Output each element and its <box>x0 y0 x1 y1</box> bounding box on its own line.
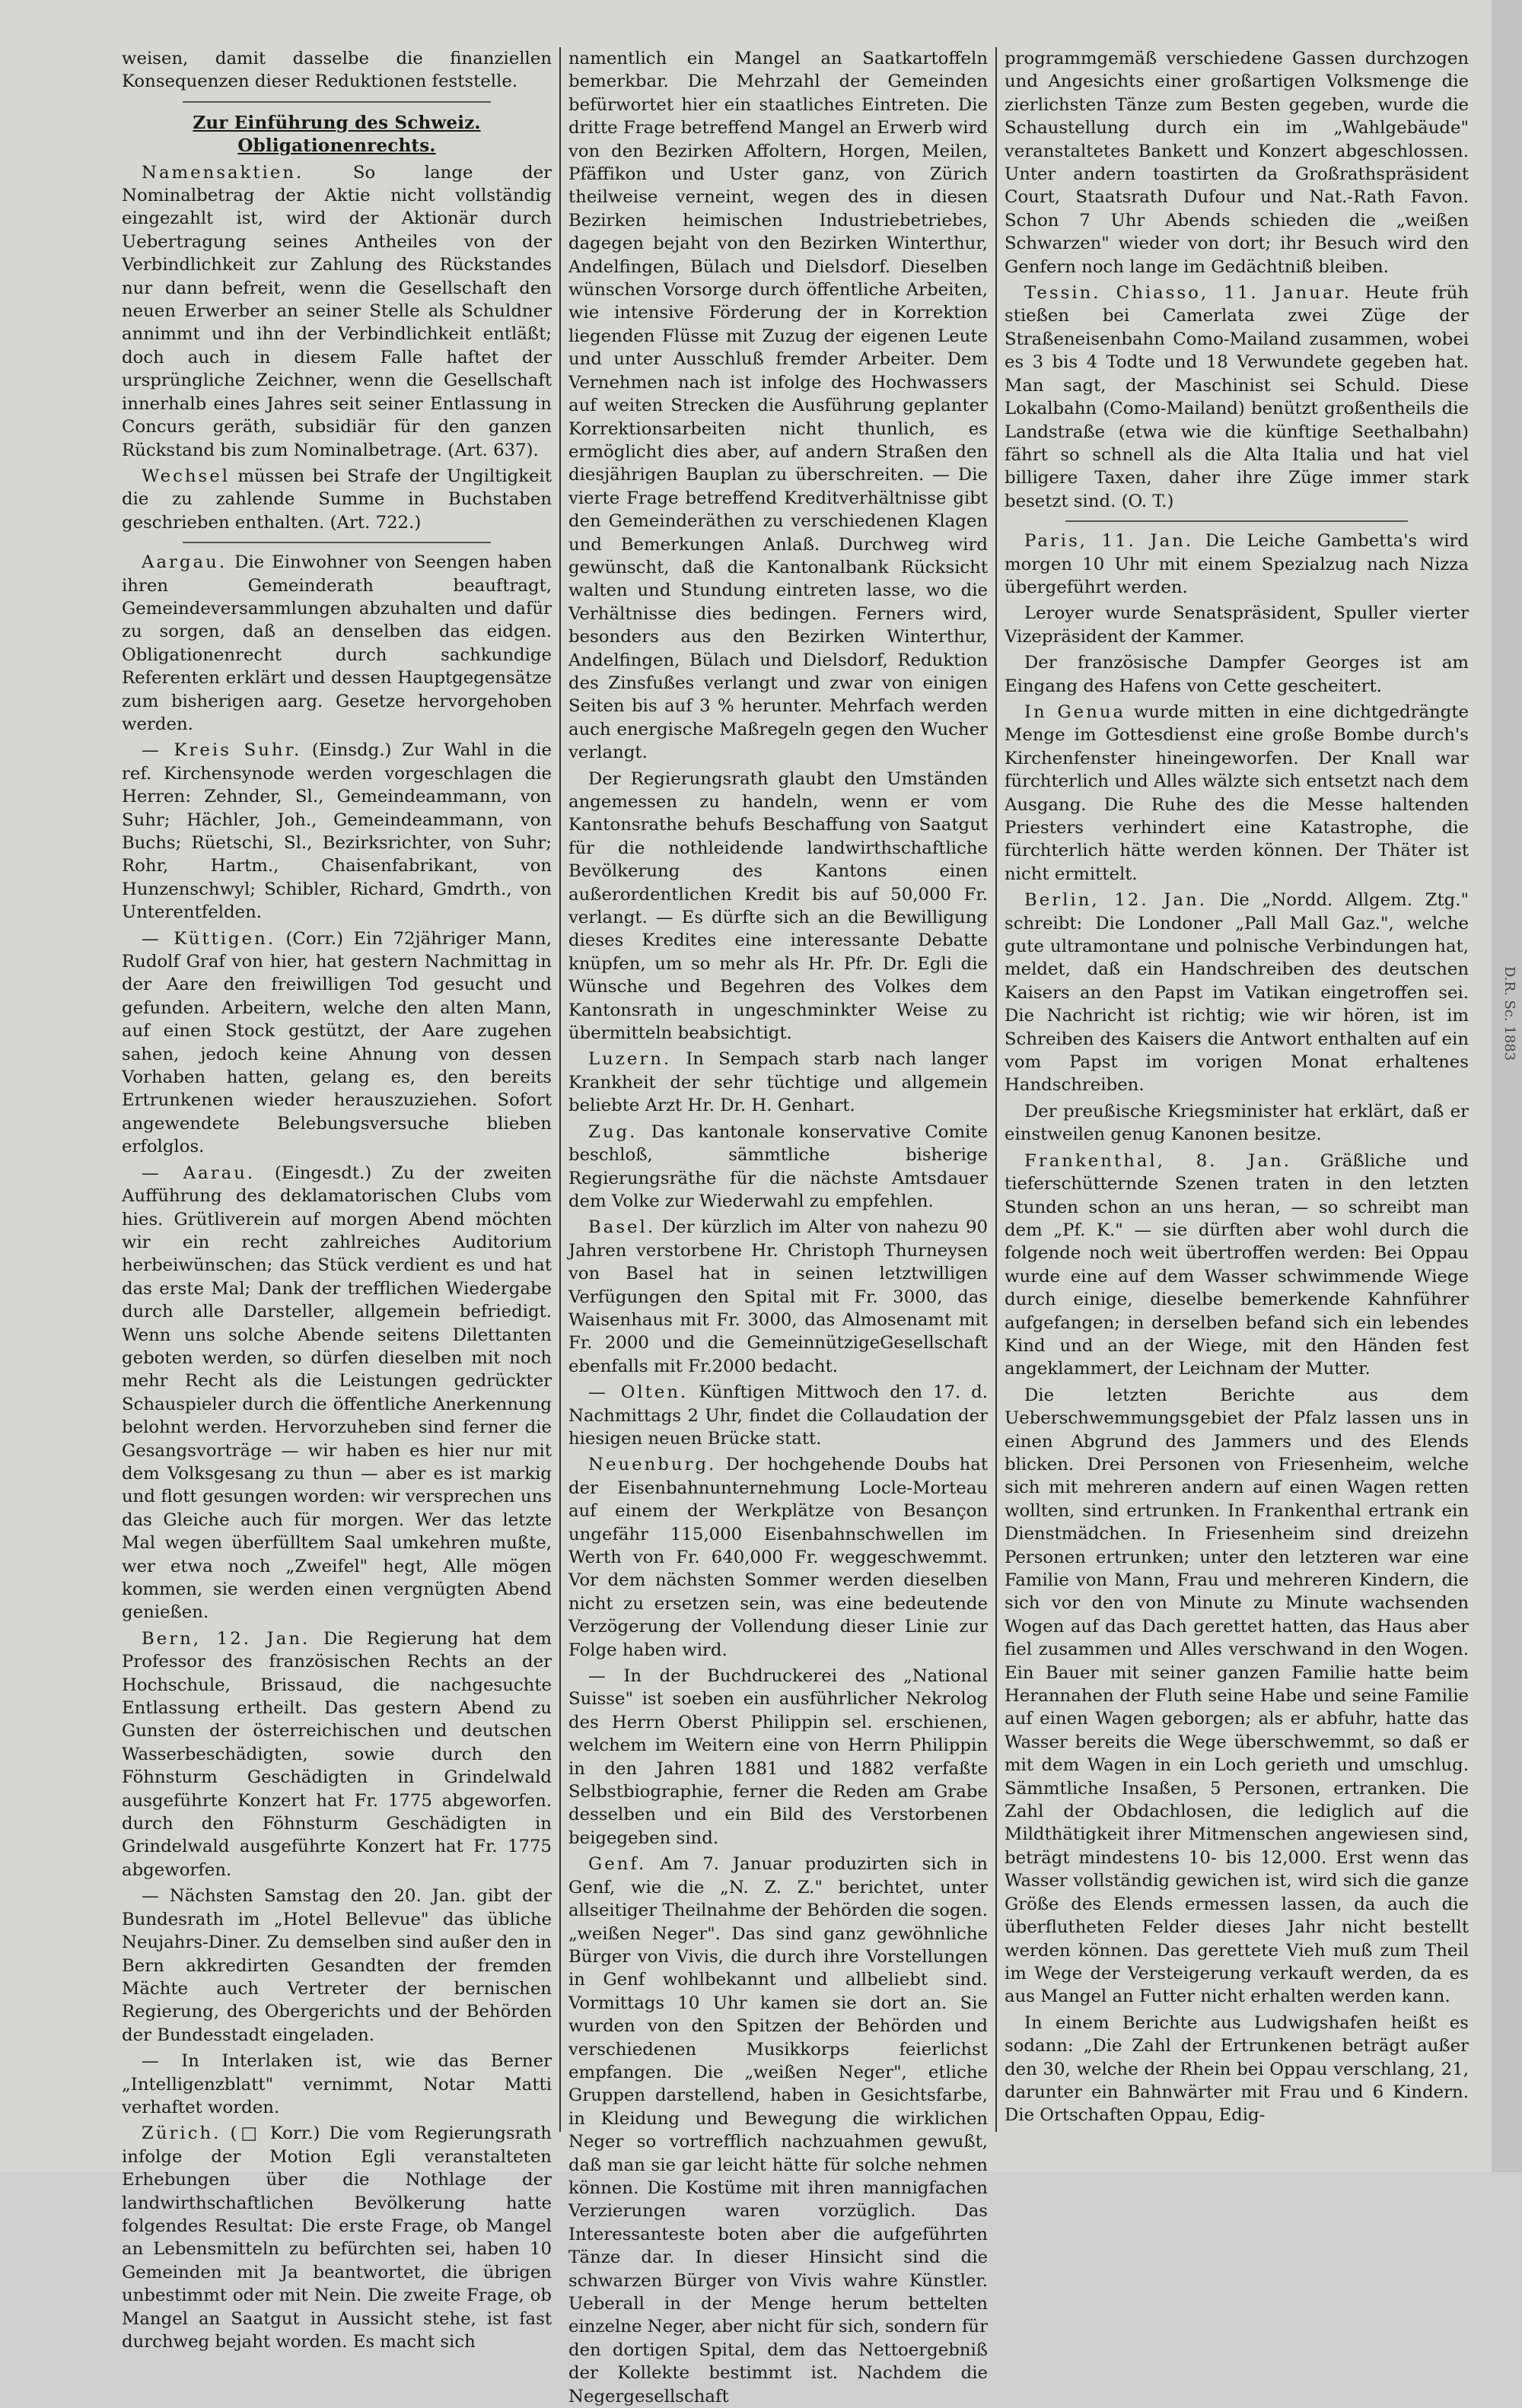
article-paragraph: programmgemäß verschiedene Gassen durchzogen und Angesichts einer großartigen Volksmenge die zierlichsten Tänze zum Besten gegeben, wurde die Schaustellung durch ein im „Wahlgebäude" veranstaltetes Bankett und Konzert abgeschlossen. Unter andern toastirten da Großrathspräsident Court, Staatsrath Dufour und Nat.-Rath Favon. Schon 7 Uhr Abends schieden die „weißen Schwarzen" wieder von dort; ihr Besuch wird den Genfern noch lange im Gedächtniß bleiben. <box>1005 49 1469 277</box>
article-paragraph <box>122 927 552 1159</box>
lead-word: Frankenthal, 8. Jan. <box>1024 1150 1291 1171</box>
article-text: Die „Nordd. Allgem. Ztg." schreibt: Die Londoner „Pall Mall Gaz.", welche gute ultramontane und polnische Verbindungen hat, meldet, daß ein Handschreiben des deutschen Kaisers an den Papst im Vatikan eingetroffen sei. Die Nachricht ist richtig; wie wir hören, ist im Schreiben des Kaisers die Antwort enthalten auf ein vom Papst im vorigen Monat erhaltenes Handschreiben. <box>1005 890 1469 1096</box>
article-paragraph: Der Regierungsrath glaubt den Umständen angemessen zu handeln, wenn er vom Kantonsrathe behufs Beschaffung von Saatgut für die nothleidende landwirthschaftliche Bevölkerung des Kantons einen außerordentlichen Kredit bis auf 50,000 Fr. verlangt. — Es dürfte sich an die Bewilligung dieses Kredites eine interessante Debatte knüpfen, um so mehr als Hr. Pfr. Dr. Egli die Wünsche und Begehren des Volkes dem Kantonsrath in ungeschminkter Weise zu übermitteln beabsichtigt. <box>568 768 988 1044</box>
article-paragraph: Der preußische Kriegsminister hat erklärt, daß er einstweilen genug Kanonen besitze. <box>1005 1101 1469 1145</box>
divider <box>183 101 491 103</box>
lead-word: Paris, 11. Jan. <box>1024 531 1194 552</box>
article-text: (Corr.) Ein 72jähriger Mann, Rudolf Graf von hier, hat gestern Nachmittag in der Aare den freiwilligen Tod gesucht und gefunden. Arbeitern, welche den alten Mann, auf einen Stock gestützt, der Aare zugehen sahen, jedoch keine Ahnung von dessen Vorhaben hatten, gelang es, den bereits Ertrunkenen wieder herauszuziehen. Sofort angewendete Belebungsversuche blieben erfolglos. <box>122 928 552 1157</box>
article-paragraph: — In Interlaken ist, wie das Berner „Intelligenzblatt" vernimmt, Notar Matti verhaftet worden. <box>122 2051 552 2117</box>
column-1 <box>114 47 559 2352</box>
lead-word: Zürich. <box>142 2123 221 2144</box>
lead-word: Aargau. <box>142 552 228 573</box>
divider <box>1065 520 1408 522</box>
article-paragraph <box>122 1162 552 1624</box>
article-paragraph <box>568 1121 988 1214</box>
article-text: Die Einwohner von Seengen haben ihren Gemeinderath beauftragt, Gemeindeversammlungen abzuhalten und dafür zu sorgen, daß an denselben das eidgen. Obligationenrecht durch sachkundige Referenten erklärt und dessen Hauptgegensätze zum bisherigen aarg. Gesetze hervorgehoben werden. <box>122 552 552 734</box>
lead-word: — Kreis Suhr. <box>142 740 302 761</box>
lead-word: Berlin, 12. Jan. <box>1024 890 1207 911</box>
lead-word: Wechsel <box>142 466 230 486</box>
article-text: weisen, damit dasselbe die finanziellen Konsequenzen dieser Reduktionen feststelle. <box>122 49 552 92</box>
article-paragraph <box>122 739 552 924</box>
lead-word: Namensaktien. <box>142 162 304 183</box>
article-paragraph <box>122 1627 552 1882</box>
article-paragraph: In einem Berichte aus Ludwigshafen heißt es sodann: „Die Zahl der Ertrunkenen beträgt außer den 30, welche der Rhein bei Oppau verschlang, 21, darunter ein Bahnwärter mit Frau und 6 Kindern. Die Ortschaften Oppau, Edig- <box>1005 2012 1469 2126</box>
lead-word: — Olten. <box>588 1382 689 1403</box>
article-paragraph <box>1005 701 1469 886</box>
article-paragraph <box>1005 1150 1469 1381</box>
page-edge-strip <box>1492 0 1522 2172</box>
article-paragraph: Der französische Dampfer Georges ist am Eingang des Hafens von Cette gescheitert. <box>1005 653 1469 696</box>
article-paragraph <box>122 465 552 534</box>
article-text: (Einsdg.) Zur Wahl in die ref. Kirchensynode werden vorgeschlagen die Herren: Zehnder, Sl., Gemeindeammann, von Suhr; Hächler, Joh., Gemeindeammann, von Buchs; Rüetschi, Sl., Bezirksrichter, von Suhr; Rohr, Hartm., Chaisenfabrikant, von Hunzenschwyl; Schibler, Richard, Gmdrth., von Unterentfelden. <box>122 740 552 923</box>
lead-word: Bern, 12. Jan. <box>142 1628 310 1649</box>
article-text: (Eingesdt.) Zu der zweiten Aufführung des deklamatorischen Clubs vom hies. Grütliverein auf morgen Abend möchten wir ein recht zahlreiches Auditorium herbeiwünschen; das Stück verdient es und hat das erste Mal; Dank der trefflichen Wiedergabe durch alle Darsteller, allgemein befriedigt. Wenn uns solche Abende seitens Dilettanten geboten werden, so dürfen dieselben mit noch mehr Recht als die Leistungen gedrückter Schauspieler durch die öffentliche Anerkennung belohnt werden. Hervorzuheben sind ferner die Gesangsvorträge — wir haben es hier nur mit dem Volksgesang zu thun — aber es ist markig und flott gesungen worden: wir versprechen uns das Gleiche auch für morgen. Wer das letzte Mal wegen überfülltem Saal umkehren mußte, wer etwa noch „Zweifel" hegt, Alle mögen kommen, sie werden einen vergnügten Abend genießen. <box>122 1163 552 1623</box>
article-paragraph: Leroyer wurde Senatspräsident, Spuller vierter Vizepräsident der Kammer. <box>1005 603 1469 647</box>
article-paragraph <box>1005 889 1469 1097</box>
article-paragraph <box>122 161 552 462</box>
article-paragraph <box>568 1381 988 1450</box>
article-paragraph <box>568 1453 988 1662</box>
lead-word: Neuenburg. <box>588 1455 717 1475</box>
edge-mark: D.R. Sc. 1883 <box>1501 966 1517 1061</box>
column-3 <box>995 47 1476 2132</box>
lead-word: In Genua <box>1024 701 1126 722</box>
lead-word: Luzern. <box>588 1049 672 1070</box>
article-paragraph: namentlich ein Mangel an Saatkartoffeln bemerkbar. Die Mehrzahl der Gemeinden befürwortet hier ein staatliches Eintreten. Die dritte Frage betreffend Mangel an Erwerb wird von den Bezirken Affoltern, Horgen, Meilen, Pfäffikon und Uster ganz, von Zürich theilweise verneint, wegen des in diesen Bezirken heimischen Industriebetriebes, dagegen bejaht von den Bezirken Winterthur, Andelfingen, Bülach und Dielsdorf. Dieselben wünschen Vorsorge durch öffentliche Arbeiten, wie intensive Förderung der in Korrektion liegenden Flüsse mit Zuzug der eigenen Leute und unter Ausschluß fremder Arbeiter. Dem Vernehmen nach ist infolge des Hochwassers auf weiten Strecken die Ausführung geplanter Korrektionsarbeiten nicht thunlich, es ermöglicht dies aber, auf andern Straßen den diesjährigen Bauplan zu überschreiten. — Die vierte Frage betreffend Kreditverhältnisse gibt den Gemeinderäthen zu verschiedenen Klagen und Bemerkungen Anlaß. Durchweg wird gewünscht, daß die Kantonalbank Rücksicht walten und Stundung eintreten lasse, wo die Verhältnisse dies bedingen. Ferners wird, besonders aus den Bezirken Winterthur, Andelfingen, Bülach und Dielsdorf, Reduktion des Zinsfußes verlangt und zwar von einigen Seiten bis auf 3 % herunter. Mehrfach werden auch energische Maßregeln gegen den Wucher verlangt. <box>568 49 988 763</box>
lead-word: Tessin. Chiasso, 11. Januar. <box>1024 283 1352 304</box>
article-paragraph <box>568 1216 988 1378</box>
article-text: Am 7. Januar produzirten sich in Genf, wie die „N. Z. Z." berichtet, unter allseitiger Theilnahme der Behörden die sogen. „weißen Neger". Das sind ganz gewöhnliche Bürger von Vivis, die durch ihre Vorstellungen in Genf wohlbekannt und allbeliebt sind. Vormittags 10 Uhr kamen sie dort an. Sie wurden von den Spitzen der Behörden und verschiedenen Musikkorps feierlichst empfangen. Die „weißen Neger", etliche Gruppen darstellend, haben in Gesichtsfarbe, in Kleidung und Bewegung die wirklichen Neger so vortrefflich nachzuahmen gewußt, daß man sie gar leicht hätte für solche nehmen können. Die Kostüme mit ihren mannigfachen Verzierungen waren vorzüglich. Das Interessanteste boten aber die aufgeführten Tänze dar. In dieser Hinsicht sind die schwarzen Bürger von Vivis wahre Künstler. Ueberall in der Menge herum bettelten einzelne Neger, aber nicht für sich, sondern für den dortigen Spital, dem das Nettoergebniß der Kollekte bestimmt ist. Nachdem die Negergesellschaft <box>568 1854 988 2406</box>
article-text: Gräßliche und tieferschütternde Szenen traten in den letzten Stunden schon an uns heran, — so schreibt man dem „Pf. K." — sie dürften aber wohl durch die folgende noch weit übertroffen werden: Bei Oppau wurde eine auf dem Wasser schwimmende Wiege durch einige, dieselbe bemerkende Kahnführer aufgefangen; in derselben befand sich ein lebendes Kind und an der Wiege, mit den Händen fest angeklammert, der Leichnam der Mutter. <box>1005 1150 1469 1379</box>
divider <box>183 542 491 543</box>
article-text: müssen bei Strafe der Ungiltigkeit die zu zahlende Summe in Buchstaben geschrieben enthalten. (Art. 722.) <box>122 466 552 533</box>
article-text: In Sempach starb nach langer Krankheit der sehr tüchtige und allgemein beliebte Arzt Hr. Dr. H. Genhart. <box>568 1049 989 1116</box>
lead-word: Zug. <box>588 1121 638 1142</box>
article-paragraph <box>1005 530 1469 599</box>
article-text: Der kürzlich im Alter von nahezu 90 Jahren verstorbene Hr. Christoph Thurneysen von Basel hat in seinen letztwilligen Verfügungen den Spital mit Fr. 3000, das Waisenhaus mit Fr. 3000, das Almosenamt mit Fr. 2000 und die GemeinnützigeGesellschaft ebenfalls mit Fr.2000 bedacht. <box>568 1217 989 1376</box>
article-paragraph <box>122 2122 552 2353</box>
article-paragraph <box>568 1048 988 1117</box>
lead-word: Genf. <box>588 1854 647 1875</box>
article-paragraph <box>1005 282 1469 513</box>
article-text: Heute früh stießen bei Camerlata zwei Züge der Straßeneisenbahn Como-Mailand zusammen, wobei es 3 bis 4 Todte und 18 Verwundete gegeben hat. Man sagt, der Maschinist sei Schuld. Diese Lokalbahn (Como-Mailand) benützt großentheils die Landstraße (etwa wie die künftige Seethalbahn) fährt so schnell als die Alta Italia und hat viel billigere Taxen, daher ihre Züge immer stark besetzt sind. (O. T.) <box>1005 283 1469 511</box>
lead-word: — Küttigen. <box>142 928 276 949</box>
article-text: Der hochgehende Doubs hat der Eisenbahnunternehmung Locle-Morteau auf einem der Werkplätze von Besançon ungefähr 115,000 Eisenbahnschwellen im Werth von Fr. 640,000 Fr. weggeschwemmt. Vor dem nächsten Sommer werden dieselben nicht zu ersetzen sein, was eine bedeutende Verzögerung der Vollendung dieser Linie zur Folge haben wird. <box>568 1455 988 1660</box>
article-text: So lange der Nominalbetrag der Aktie nicht vollständig eingezahlt ist, wird der Aktionär durch Uebertragung seines Antheiles von der Verbindlichkeit zur Zahlung des Rückstandes nur dann befreit, wenn die Gesellschaft den neuen Erwerber an seiner Stelle als Schuldner annimmt und ihn der Verbindlichkeit entläßt; doch auch in diesem Falle haftet der ursprüngliche Zeichner, wenn die Gesellschaft innerhalb eines Jahres seit seiner Entlassung in Concurs geräth, subsidiär für den ganzen Rückstand bis zum Nominalbetrage. (Art. 637). <box>122 162 552 460</box>
article-paragraph: Die letzten Berichte aus dem Ueberschwemmungsgebiet der Pfalz lassen uns in einen Abgrund des Jammers und des Elends blicken. Drei Personen von Friesenheim, welche sich mit mehreren andern auf einen Wagen retten wollten, sind ertrunken. In Frankenthal ertrank ein Dienstmädchen. In Friesenheim sind dreizehn Personen ertrunken; unter den letzteren war eine Familie von Mann, Frau und mehreren Kindern, die sich vor den von Minute zu Minute wachsenden Wogen auf das Dach gerettet hatten, das Haus aber fiel zusammen und Alles verschwand in den Wogen. Ein Bauer mit seiner ganzen Familie hatte beim Herannahen der Fluth seine Habe und seine Familie auf einen Wagen geborgen; als er abfuhr, hatte das Wasser bereits die Wege überschwemmt, so daß er mit dem Wagen in ein Loch gerieth und umschlug. Sämmtliche Insaßen, 5 Personen, ertranken. Die Zahl der Obdachlosen, die lediglich auf die Mildthätigkeit ihrer Mitmenschen angewiesen sind, beträgt mindestens 10- bis 12,000. Erst wenn das Wasser vollständig gewichen ist, wird sich die ganze Größe des Elends ermessen lassen, da auch die überflutheten Felder dieses Jahr nicht bestellt werden können. Das gerettete Vieh muß zum Theil im Wege der Versteigerung verkauft werden, da es aus Mangel an Futter nicht erhalten werden kann. <box>1005 1385 1469 2007</box>
text-columns <box>114 47 1476 2406</box>
article-paragraph: — Nächsten Samstag den 20. Jan. gibt der Bundesrath im „Hotel Bellevue" das übliche Neujahrs-Diner. Zu demselben sind außer den in Bern akkredirten Gesandten der fremden Mächte auch Vertreter der bernischen Regierung, des Obergerichts und der Behörden der Bundesstadt eingeladen. <box>122 1886 552 2045</box>
article-paragraph <box>568 1853 988 2408</box>
article-text: Künftigen Mittwoch den 17. d. Nachmittags 2 Uhr, findet die Collaudation der hiesigen neuen Brücke statt. <box>568 1382 989 1449</box>
lead-word: — Aarau. <box>142 1163 256 1183</box>
article-text: Die Leiche Gambetta's wird morgen 10 Uhr mit einem Spezialzug nach Nizza übergeführt werden. <box>1005 531 1469 597</box>
article-paragraph <box>122 551 552 736</box>
article-text: Das kantonale konservative Comite beschloß, sämmtliche bisherige Regierungsräthe für die nächste Amtsdauer dem Volke zur Wiederwahl zu empfehlen. <box>568 1121 989 1211</box>
lead-word: Basel. <box>588 1217 656 1238</box>
article-text: Die Regierung hat dem Professor des französischen Rechts an der Hochschule, Brissaud, die nachgesuchte Entlassung ertheilt. Das gestern Abend zu Gunsten der österreichischen und deutschen Wasserbeschädigten, sowie durch den Föhnsturm Geschädigten in Grindelwald ausgeführte Konzert hat Fr. 1775 abgeworfen. durch den Föhnsturm Geschädigten in Grindelwald ausgeführte Konzert hat Fr. 1775 abgeworfen. <box>122 1628 552 1880</box>
article-paragraph: — In der Buchdruckerei des „National Suisse" ist soeben ein ausführlicher Nekrolog des Herrn Oberst Philippin sel. erschienen, welchem im Weitern eine von Herrn Philippin in den Jahren 1881 und 1882 verfaßte Selbstbiographie, ferner die Reden am Grabe desselben und ein Bild des Verstorbenen beigegeben sind. <box>568 1666 988 1848</box>
article-text: wurde mitten in eine dichtgedrängte Menge im Gottesdienst eine große Bombe durch's Kirchenfenster hineingeworfen. Der Knall war fürchterlich und Alles wälzte sich entsetzt nach dem Ausgang. Die Ruhe des die Messe haltenden Priesters verhindert eine Katastrophe, die fürchterlich hätte werden können. Der Thäter ist nicht ermittelt. <box>1005 701 1469 884</box>
column-2 <box>559 47 995 2406</box>
article-text: (□ Korr.) Die vom Regierungsrath infolge der Motion Egli veranstalteten Erhebungen über die Nothlage der landwirthschaftlichen Bevölkerung hatte folgendes Resultat: Die erste Frage, ob Mangel an Lebensmitteln zu befürchten sei, haben 10 Gemeinden mit Ja beantwortet, die übrigen unbestimmt oder mit Nein. Die zweite Frage, ob Mangel an Saatgut in Aussicht stehe, ist fast durchweg bejaht worden. Es macht sich <box>122 2123 552 2352</box>
section-heading: Zur Einführung des Schweiz. Obligationenrechts. <box>193 112 481 157</box>
